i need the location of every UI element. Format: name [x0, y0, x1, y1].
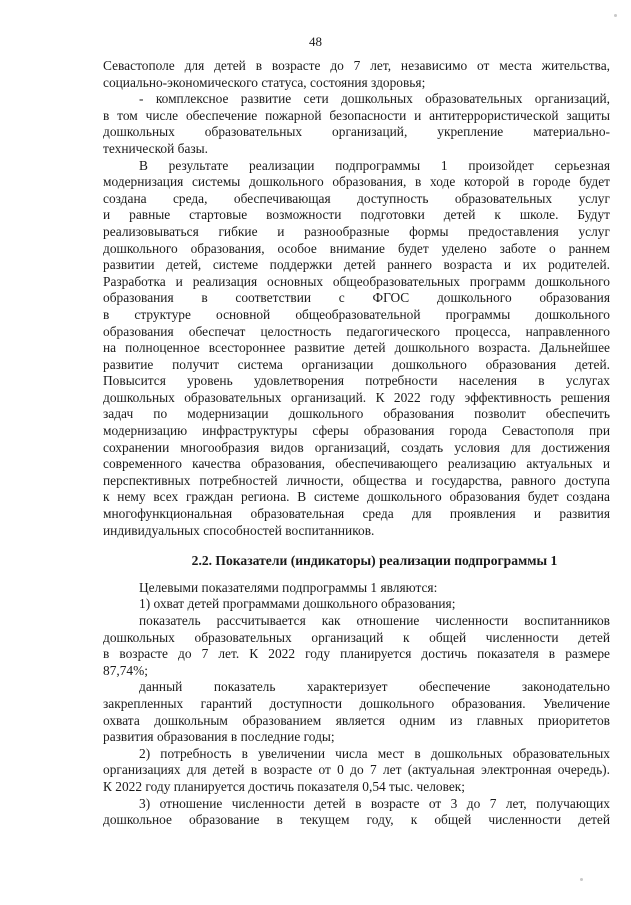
text-line: модернизация системы дошкольного образования, в ходе которой в городе будет	[103, 174, 610, 190]
text-line: В результате реализации подпрограммы 1 произойдет серьезная	[139, 157, 610, 173]
text-line: сохранении многообразия видов организаций, создать условия для достижения	[103, 439, 610, 455]
text-line: Целевыми показателями подпрограммы 1 являются:	[139, 579, 438, 595]
text-line: образования обеспечат целостность педагогического процесса, направленного	[103, 323, 610, 339]
text-line: к нему всех граждан региона. В системе дошкольного образования будет создана	[103, 489, 610, 505]
text-line: задач по модернизации дошкольного образования позволит обеспечить	[103, 406, 610, 422]
paragraph	[103, 796, 610, 829]
text-line: дошкольных образовательных организаций. К 2022 году эффективность решения	[103, 389, 610, 405]
text-line: развитие получит система организации дошкольного образования детей.	[103, 356, 610, 372]
text-line: многофункциональная образовательная среда для проявления и развития	[103, 506, 610, 522]
paragraph	[103, 58, 610, 91]
text-line: реализовываться гибкие и разнообразные формы предоставления услуг	[103, 223, 610, 239]
text-line: 1) охват детей программами дошкольного образования;	[139, 596, 456, 612]
paragraph	[103, 596, 610, 613]
body-text-after-heading	[103, 580, 610, 829]
body-text-before-heading	[103, 58, 610, 539]
text-line: технической базы.	[103, 140, 209, 156]
text-line: перспективных потребностей личности, общества и государства, равного доступа	[103, 472, 610, 488]
paragraph	[103, 91, 610, 157]
text-line: показатель рассчитывается как отношение численности воспитанников	[139, 613, 610, 628]
text-line: организациях для детей в возрасте от 0 до 7 лет (актуальная электронная очередь).	[103, 762, 610, 778]
text-line: дошкольного образования, особое внимание будет уделено заботе о раннем	[103, 240, 610, 256]
text-line: на полноценное всестороннее развитие детей дошкольного возраста. Дальнейшее	[103, 340, 610, 356]
text-line: создана среда, обеспечивающая доступность образовательных услуг	[103, 190, 610, 206]
text-line: Севастополе для детей в возрасте до 7 лет, независимо от места жительства,	[103, 58, 610, 73]
paragraph	[103, 158, 610, 540]
text-line: в том числе обеспечение пожарной безопасности и антитеррористической защиты	[103, 107, 610, 123]
scan-speck	[580, 878, 583, 881]
text-line: в возрасте до 7 лет. К 2022 году планируется достичь показателя в размере	[103, 646, 610, 662]
text-line: 3) отношение численности детей в возрасте от 3 до 7 лет, получающих	[139, 795, 610, 811]
text-line: индивидуальных способностей воспитанников.	[103, 522, 375, 538]
text-line: охвата дошкольным образованием является одним из главных приоритетов	[103, 712, 610, 728]
text-line: данный показатель характеризует обеспечение законодательно	[139, 679, 610, 695]
paragraph	[103, 580, 610, 597]
text-line: социально-экономического статуса, состояния здоровья;	[103, 74, 426, 90]
text-line: - комплексное развитие сети дошкольных образовательных организаций,	[139, 91, 610, 107]
text-line: 2) потребность в увеличении числа мест в дошкольных образовательных	[139, 745, 610, 761]
page-number: 48	[309, 34, 322, 49]
text-line: образования в соответствии с ФГОС дошкольного образования	[103, 290, 610, 306]
paragraph	[103, 679, 610, 745]
section-heading: 2.2. Показатели (индикаторы) реализации подпрограммы 1	[191, 553, 558, 569]
text-line: закрепленных гарантий доступности дошкольного образования. Увеличение	[103, 695, 610, 711]
text-line: дошкольных образовательных организаций, укрепление материально-	[103, 124, 610, 140]
text-line: развития образования в последние годы;	[103, 729, 335, 745]
text-line: модернизацию инфраструктуры сферы образования города Севастополя при	[103, 423, 610, 439]
text-line: в структуре основной общеобразовательной программы дошкольного	[103, 306, 610, 322]
text-line: Повысится уровень удовлетворения потребности населения в услугах	[103, 373, 610, 389]
page-body	[103, 58, 610, 829]
text-line: и равные стартовые возможности подготовки детей к школе. Будут	[103, 207, 610, 223]
scan-speck	[614, 14, 617, 17]
text-line: К 2022 году планируется достичь показателя 0,54 тыс. человек;	[103, 778, 466, 794]
text-line: дошкольное образование в текущем году, к общей численности детей	[103, 812, 610, 828]
text-line: современного качества образования, обеспечивающего реализацию актуальных и	[103, 456, 610, 472]
text-line: Разработка и реализация основных общеобразовательных программ дошкольного	[103, 273, 610, 289]
paragraph	[103, 613, 610, 679]
text-line: 87,74%;	[103, 662, 149, 678]
text-line: дошкольных образовательных организаций к общей численности детей	[103, 629, 610, 645]
text-line: развитии детей, системе поддержки детей раннего возраста и их родителей.	[103, 257, 610, 273]
paragraph	[103, 746, 610, 796]
